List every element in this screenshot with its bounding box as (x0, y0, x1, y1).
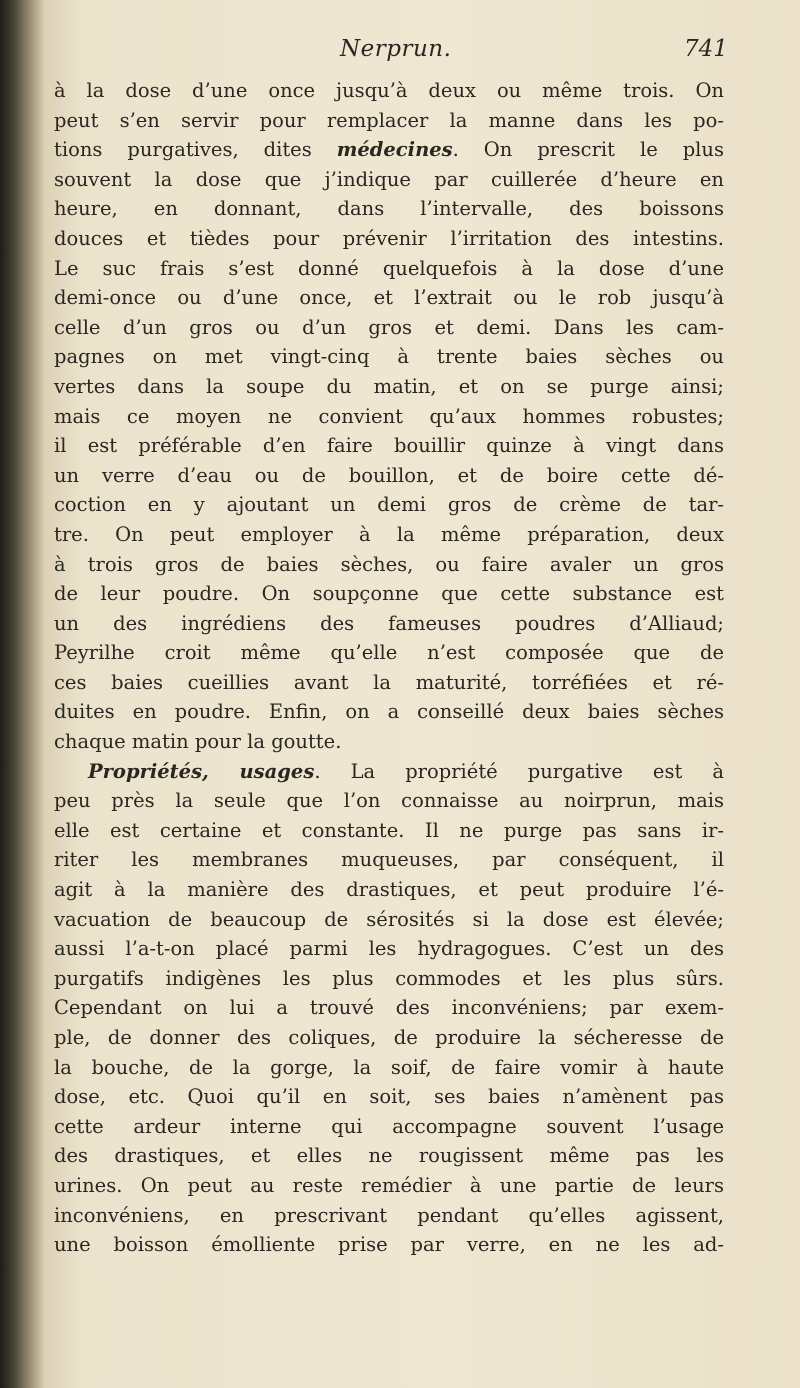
text-segment: tions purgatives, dites (54, 138, 337, 162)
text-line: Peyrilhe croit même qu’elle n’est composée que de (54, 641, 724, 665)
text-line: pagnes on met vingt-cinq à trente baies sèches ou (54, 345, 724, 369)
text-line: agit à la manière des drastiques, et peut produire l’é- (54, 878, 724, 902)
text-line: à trois gros de baies sèches, ou faire avaler un gros (54, 552, 724, 576)
text-line: urines. On peut au reste remédier à une partie de leurs (54, 1173, 724, 1197)
body-text (54, 76, 724, 1260)
text-line: des drastiques, et elles ne rougissent même pas les (54, 1144, 724, 1168)
text-line: Cependant on lui a trouvé des inconvéniens; par exem- (54, 996, 724, 1020)
book-page (44, 0, 800, 1388)
text-segment: . On prescrit le plus (452, 138, 724, 162)
text-line: à la dose d’une once jusqu’à deux ou même trois. On (54, 79, 724, 102)
text-line: un des ingrédiens des fameuses poudres d’Alliaud; (54, 611, 724, 635)
text-line: tre. On peut employer à la même préparation, deux (54, 522, 724, 546)
text-line: coction en y ajoutant un demi gros de crème de tar- (54, 493, 724, 517)
text-line (54, 757, 724, 787)
running-title: Nerprun. (340, 36, 452, 62)
text-line: une boisson émolliente prise par verre, en ne les ad- (54, 1233, 724, 1257)
text-line: mais ce moyen ne convient qu’aux hommes robustes; (54, 404, 724, 428)
text-line: vertes dans la soupe du matin, et on se purge ainsi; (54, 374, 724, 398)
text-line: purgatifs indigènes les plus commodes et les plus sûrs. (54, 966, 724, 990)
book-binding-edge (0, 0, 44, 1388)
text-line: douces et tièdes pour prévenir l’irritation des intestins. (54, 226, 724, 250)
text-line: heure, en donnant, dans l’intervalle, des boissons (54, 197, 724, 221)
text-segment: . La propriété purgative est à (314, 759, 724, 783)
page-number: 741 (684, 36, 728, 62)
text-line: souvent la dose que j’indique par cuillerée d’heure en (54, 167, 724, 191)
text-line: riter les membranes muqueuses, par conséquent, il (54, 848, 724, 872)
text-line: celle d’un gros ou d’un gros et demi. Dans les cam- (54, 315, 724, 339)
text-line (54, 135, 724, 165)
text-line: dose, etc. Quoi qu’il en soit, ses baies n’amènent pas (54, 1085, 724, 1109)
text-line: il est préférable d’en faire bouillir quinze à vingt dans (54, 434, 724, 458)
emphasized-term: médecines (336, 138, 453, 162)
text-line: chaque matin pour la goutte. (54, 730, 342, 754)
text-line: inconvéniens, en prescrivant pendant qu’elles agissent, (54, 1203, 724, 1227)
text-line: peu près la seule que l’on connaisse au noirprun, mais (54, 789, 724, 813)
text-line: de leur poudre. On soupçonne que cette substance est (54, 582, 724, 606)
emphasized-term: Propriétés, usages (88, 759, 315, 783)
text-line: elle est certaine et constante. Il ne purge pas sans ir- (54, 818, 724, 842)
page-header (44, 36, 744, 70)
text-line: Le suc frais s’est donné quelquefois à la dose d’une (54, 256, 724, 280)
text-line: cette ardeur interne qui accompagne souvent l’usage (54, 1114, 724, 1138)
text-line: duites en poudre. Enfin, on a conseillé deux baies sèches (54, 700, 724, 724)
text-line: aussi l’a-t-on placé parmi les hydragogues. C’est un des (54, 937, 724, 961)
text-line: vacuation de beaucoup de sérosités si la dose est élevée; (54, 907, 724, 931)
text-line: la bouche, de la gorge, la soif, de faire vomir à haute (54, 1055, 724, 1079)
text-line: peut s’en servir pour remplacer la manne dans les po- (54, 108, 724, 132)
text-line: ple, de donner des coliques, de produire la sécheresse de (54, 1026, 724, 1049)
text-line: un verre d’eau ou de bouillon, et de boire cette dé- (54, 463, 724, 487)
text-line: demi-once ou d’une once, et l’extrait ou le rob jusqu’à (54, 286, 724, 310)
text-line: ces baies cueillies avant la maturité, torréfiées et ré- (54, 670, 724, 694)
